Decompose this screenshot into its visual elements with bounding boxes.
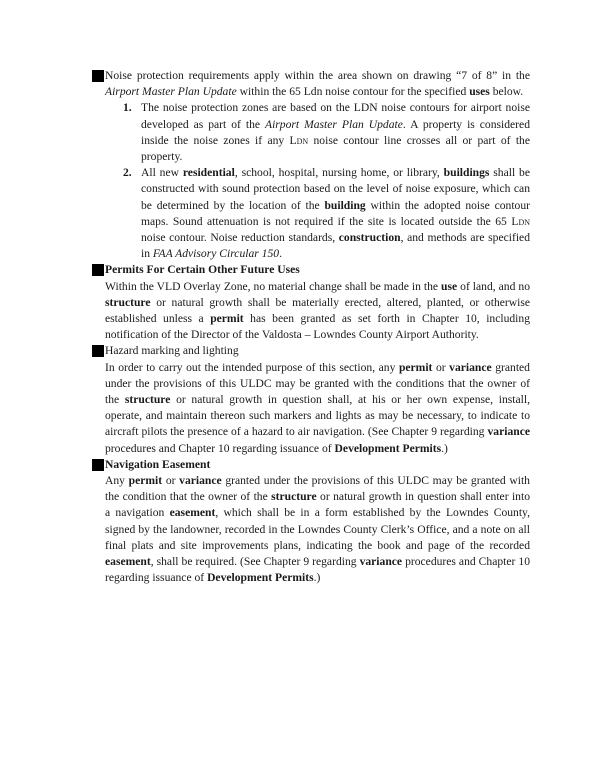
section-paragraph	[105, 68, 530, 100]
redaction-marker	[92, 264, 104, 276]
list-item	[105, 100, 530, 165]
defined-term: uses	[469, 85, 490, 99]
section-heading: Navigation Easement	[105, 457, 211, 471]
defined-term: variance	[487, 425, 530, 439]
section-noise-protection	[105, 68, 530, 262]
list-number: 1.	[123, 101, 132, 115]
section-paragraph	[105, 279, 530, 344]
section-heading: Hazard marking and lighting	[105, 344, 239, 358]
text-run: granted under the provisions of this ULDC may be granted with the conditions that the owner of the	[105, 360, 530, 407]
redaction-marker	[92, 459, 104, 471]
defined-term: Development Permits	[334, 441, 442, 455]
text-run: Within the VLD Overlay Zone, no material change shall be made in the	[105, 279, 442, 293]
text-run: or	[162, 474, 180, 488]
text-run: shall be constructed with sound protection based on the level of noise exposure, which can be determined by the location of the	[141, 166, 530, 212]
defined-term: permit	[128, 474, 163, 488]
text-run: procedures and Chapter 10 regarding issuance of	[105, 441, 335, 455]
text-run: of land, and no	[457, 279, 530, 293]
defined-term: structure	[105, 295, 151, 309]
list-item	[105, 165, 530, 262]
document-title-reference: Airport Master Plan Update	[264, 117, 403, 131]
section-hazard-marking	[105, 343, 530, 456]
text-run: noise contour line crosses all or part of the property.	[141, 133, 530, 164]
text-run: Noise protection requirements apply within the area shown on drawing “7 of 8” in the	[105, 69, 530, 82]
text-run: within the adopted noise contour maps. Sound attenuation is not required if the site is located outside the 65	[141, 198, 531, 228]
text-run: .	[279, 247, 282, 261]
document-title-reference: FAA Advisory Circular 150	[152, 247, 280, 261]
text-run: , school, hospital, nursing home, or library,	[234, 166, 444, 180]
text-run: or natural growth in question shall, at his or her own expense, install, operate, and maintain thereon such markers and lights as may be necessary, to indicate to aircraft pilots the presence of a hazard to air navigation. (See Chapter 9 regarding	[105, 393, 530, 439]
text-run: procedures and Chapter 10 regarding issuance of	[105, 555, 530, 585]
text-run: or	[432, 360, 450, 374]
list-number: 2.	[123, 166, 132, 180]
defined-term: use	[441, 279, 458, 293]
document-title-reference: Airport Master Plan Update	[105, 85, 237, 99]
defined-term: permit	[398, 360, 433, 374]
defined-term: variance	[359, 555, 403, 569]
section-heading: Permits For Certain Other Future Uses	[105, 263, 300, 277]
text-run: .)	[441, 441, 448, 455]
defined-term: easement	[105, 555, 151, 569]
text-run: within the 65 Ldn noise contour for the specified	[236, 85, 470, 99]
defined-term: residential	[182, 166, 235, 180]
redaction-marker	[92, 345, 104, 357]
text-run: . A property is considered inside the noise zones if any	[141, 117, 530, 147]
defined-term: structure	[271, 490, 317, 504]
text-run: The noise protection zones are based on the LDN noise contours for airport noise developed as part of the	[141, 101, 530, 131]
section-permits	[105, 262, 530, 343]
text-run: granted under the provisions of this ULDC may be granted with the condition that the owner of the	[105, 474, 530, 504]
defined-term: variance	[179, 474, 222, 488]
defined-term: building	[324, 198, 366, 212]
text-run: , and methods are specified in	[141, 231, 530, 261]
defined-term: Development Permits	[207, 571, 314, 585]
text-run: .)	[313, 571, 321, 585]
redaction-marker	[92, 70, 104, 82]
section-navigation-easement	[105, 457, 530, 587]
text-run: All new	[141, 166, 183, 180]
defined-term: permit	[210, 312, 244, 326]
defined-term: construction	[338, 231, 401, 245]
document-body	[105, 68, 530, 587]
defined-term: buildings	[443, 166, 490, 180]
text-run: , which shall be in a form established by the Lowndes County, signed by the landowner, recorded in the Lowndes County Clerk’s Office, and a note on all final plats and site improvements plans, indicating the book and page of the recorded	[105, 506, 530, 552]
abbreviation: Ldn	[511, 214, 530, 228]
defined-term: structure	[124, 393, 171, 407]
section-paragraph	[105, 473, 530, 586]
text-run: or natural growth in question shall enter into a navigation	[105, 490, 530, 520]
defined-term: easement	[169, 506, 216, 520]
defined-term: variance	[449, 360, 492, 374]
section-paragraph	[105, 360, 530, 457]
text-run: Any	[105, 474, 129, 488]
text-run: below.	[489, 85, 524, 99]
text-run: In order to carry out the intended purpose of this section, any	[105, 360, 399, 374]
text-run: noise contour. Noise reduction standards,	[141, 231, 339, 245]
abbreviation: Ldn	[289, 133, 309, 147]
text-run: or natural growth shall be materially erected, altered, planted, or otherwise established unless a	[105, 295, 530, 326]
text-run: has been granted as set forth in Chapter 10, including notification of the Director of the Valdosta – Lowndes County Airport Authority.	[105, 312, 530, 342]
text-run: , shall be required. (See Chapter 9 regarding	[150, 555, 360, 569]
